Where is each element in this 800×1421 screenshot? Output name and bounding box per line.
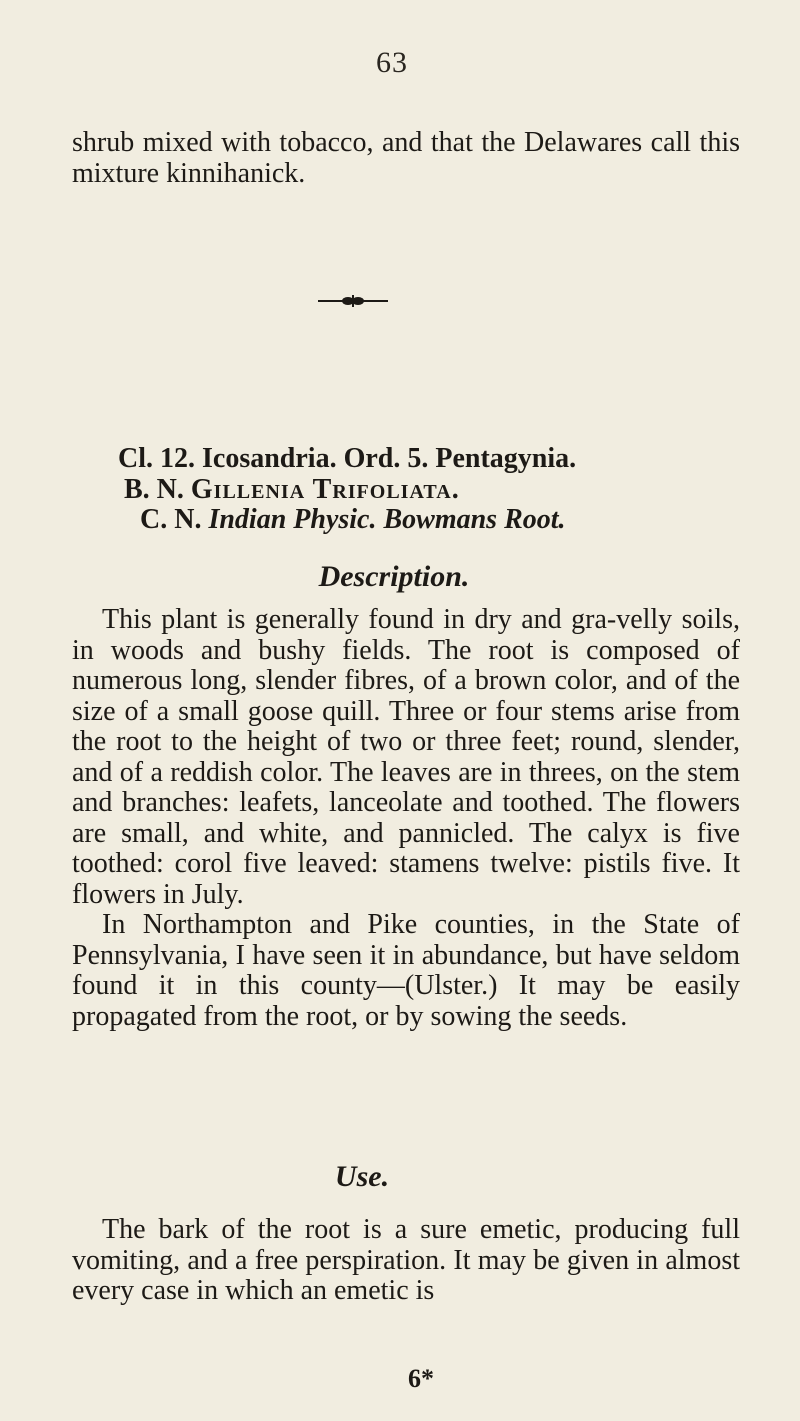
signature-mark: 6* <box>408 1364 434 1393</box>
section-divider-ornament <box>318 294 388 308</box>
use-body <box>72 1215 740 1307</box>
description-body <box>72 605 740 1032</box>
common-prefix: C. N. <box>140 504 202 535</box>
description-paragraph-1: This plant is generally found in dry and gra-velly soils, in woods and bushy fields. The root is composed of numerous long, slender fibres, of a brown color, and of the size of a small goose quill. Three or four stems arise from the root to the height of two or three feet; round, slender, and of a reddish color. The leaves are in threes, on the stem and branches: leafets, lanceolate and toothed. The flowers are small, and white, and pannicled. The calyx is five toothed: corol five leaved: stamens twelve: pistils five. It flowers in July. <box>72 604 740 910</box>
class-order-line: Cl. 12. Icosandria. Ord. 5. Pentagynia. <box>118 443 577 474</box>
use-heading: Use. <box>334 1160 390 1193</box>
botanical-prefix: B. N. <box>124 473 184 505</box>
botanical-name: Gillenia Trifoliata. <box>190 473 460 505</box>
common-name-line <box>118 505 758 536</box>
page-number: 63 <box>376 46 408 79</box>
use-paragraph-1: The bark of the root is a sure emetic, producing full vomiting, and a free perspiration. It may be given in almost every case in which an emetic is <box>72 1214 740 1306</box>
continued-paragraph: shrub mixed with tobacco, and that the Delawares call this mixture kinnihanick. <box>72 127 740 189</box>
common-names: Indian Physic. Bowmans Root. <box>208 504 566 535</box>
continued-text <box>72 128 740 189</box>
description-heading: Description. <box>318 560 470 593</box>
description-paragraph-2: In Northampton and Pike counties, in the State of Pennsylvania, I have seen it in abundance, but have seldom found it in this county—(Ulster.) It may be easily propagated from the root, or by sowing the seeds. <box>72 909 740 1032</box>
classification-block <box>118 444 758 536</box>
botanical-name-line <box>118 475 758 506</box>
